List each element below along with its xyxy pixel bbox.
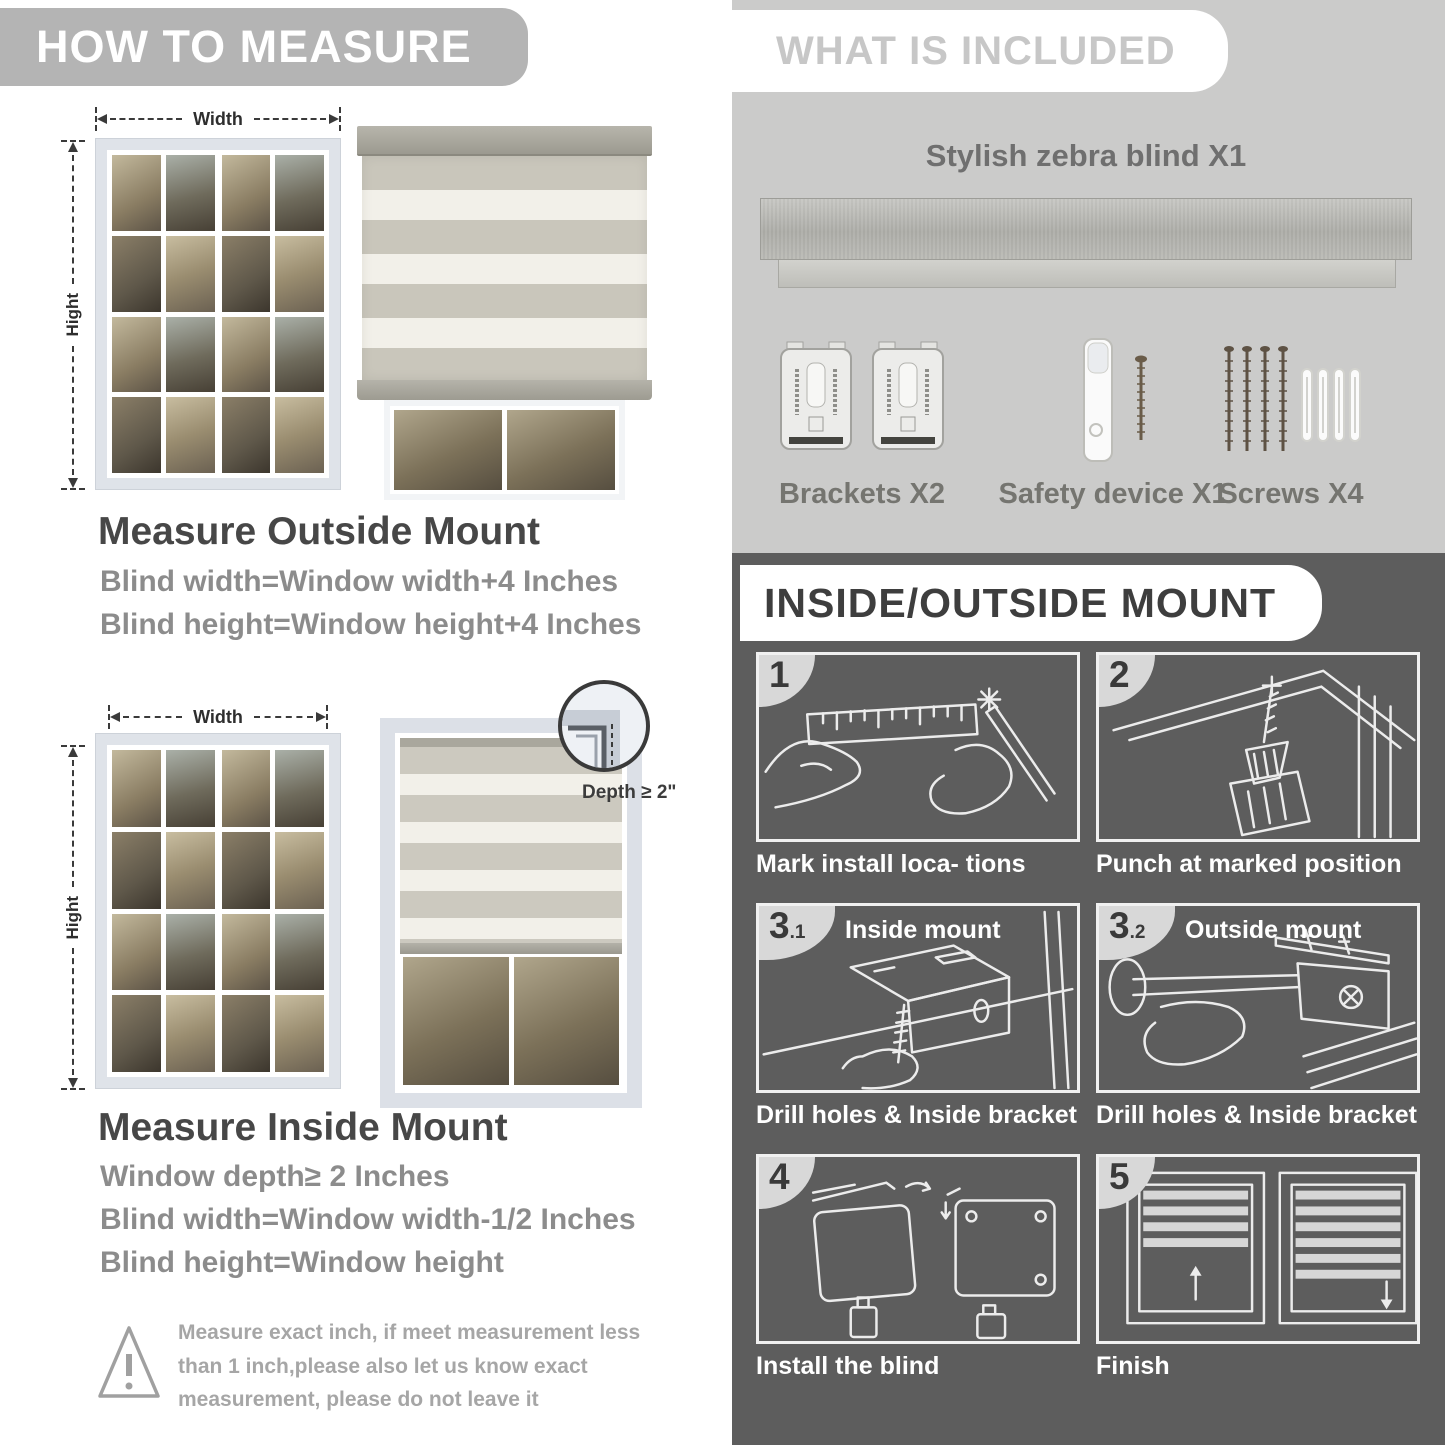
window-pane bbox=[222, 397, 271, 473]
bracket-icon bbox=[777, 340, 855, 460]
safety-device-label: Safety device X1 bbox=[998, 478, 1228, 510]
outside-mount-line: Blind width=Window width+4 Inches bbox=[100, 565, 619, 598]
bracket-icon bbox=[869, 340, 947, 460]
window-photo-inside bbox=[95, 733, 341, 1089]
window-pane bbox=[166, 995, 215, 1072]
window-pane bbox=[166, 914, 215, 991]
window-pane bbox=[222, 914, 271, 991]
dashed-line bbox=[254, 118, 326, 120]
window-pane bbox=[112, 236, 161, 312]
step-number: 3 bbox=[769, 905, 790, 946]
step-1 bbox=[756, 652, 1080, 879]
step-2-illustration bbox=[1096, 652, 1420, 842]
window-corner-detail bbox=[562, 684, 646, 768]
window-pane bbox=[112, 832, 161, 909]
screws-label: Screws X4 bbox=[1218, 478, 1364, 510]
window-sash bbox=[222, 155, 325, 473]
arrowhead-down-icon bbox=[68, 478, 78, 488]
window-pane bbox=[394, 410, 502, 490]
step-5-caption: Finish bbox=[1096, 1352, 1170, 1380]
step-3-2-illustration bbox=[1096, 903, 1420, 1093]
inside-mount-line: Window depth≥ 2 Inches bbox=[100, 1160, 450, 1193]
drill-icon bbox=[1099, 655, 1417, 839]
step-5-illustration bbox=[1096, 1154, 1420, 1344]
dashed-line bbox=[72, 760, 74, 887]
screw-icon bbox=[1133, 354, 1149, 446]
width-arrow bbox=[95, 106, 341, 132]
safety-device-image bbox=[1077, 336, 1149, 464]
inside-mount-line: Blind width=Window width-1/2 Inches bbox=[100, 1203, 636, 1236]
outside-mount-line: Blind height=Window height+4 Inches bbox=[100, 608, 642, 641]
width-arrow bbox=[108, 704, 328, 730]
included-item-brackets bbox=[762, 336, 962, 511]
step-number: 3 bbox=[1109, 905, 1130, 946]
step-3-2-caption: Drill holes & Inside bracket bbox=[1096, 1101, 1417, 1129]
window-pane bbox=[112, 155, 161, 231]
step-2-caption: Punch at marked position bbox=[1096, 850, 1402, 878]
arrowhead-down-icon bbox=[68, 1078, 78, 1088]
measuring-tape-icon bbox=[759, 655, 1077, 839]
step-3-2 bbox=[1096, 903, 1420, 1130]
window-pane bbox=[112, 914, 161, 991]
inside-mount-title: Measure Inside Mount bbox=[98, 1106, 508, 1149]
install-blind-icon bbox=[759, 1157, 1077, 1341]
hight-label: Hight bbox=[63, 895, 82, 940]
what-is-included-header: WHAT IS INCLUDED bbox=[732, 10, 1228, 92]
window-pane bbox=[275, 832, 324, 909]
window-pane bbox=[275, 236, 324, 312]
window-pane bbox=[166, 236, 215, 312]
window-behind-blind bbox=[400, 954, 622, 1088]
window-pane bbox=[166, 832, 215, 909]
width-label: Width bbox=[193, 706, 243, 727]
blind-headrail-photo bbox=[760, 198, 1412, 260]
step-3-1-title: Inside mount bbox=[845, 916, 1001, 944]
outside-mount-title: Measure Outside Mount bbox=[98, 510, 541, 553]
window-pane bbox=[166, 750, 215, 827]
window-pane bbox=[403, 957, 509, 1085]
arrowhead-up-icon bbox=[68, 142, 78, 152]
arrow-end-tick bbox=[61, 1088, 85, 1090]
step-4-illustration bbox=[756, 1154, 1080, 1344]
screws-icon bbox=[1220, 341, 1292, 459]
finished-blinds-icon bbox=[1099, 1157, 1417, 1341]
dashed-line bbox=[123, 716, 182, 718]
window-pane bbox=[222, 155, 271, 231]
step-number: 2 bbox=[1109, 654, 1130, 695]
step-4-caption: Install the blind bbox=[756, 1352, 940, 1380]
window-pane bbox=[222, 832, 271, 909]
zebra-blind-photo-inside bbox=[380, 718, 642, 1108]
arrowhead-left-icon bbox=[110, 712, 120, 722]
step-3-1 bbox=[756, 903, 1080, 1130]
window-pane bbox=[275, 317, 324, 393]
arrowhead-left-icon bbox=[97, 114, 107, 124]
window-pane bbox=[275, 750, 324, 827]
step-1-caption: Mark install loca- tions bbox=[756, 850, 1026, 878]
window-pane bbox=[275, 397, 324, 473]
step-number: 1 bbox=[769, 654, 790, 695]
step-number-sub: .2 bbox=[1129, 922, 1146, 943]
arrow-end-tick bbox=[61, 488, 85, 490]
product-label: Stylish zebra blind X1 bbox=[925, 138, 1247, 173]
window-pane bbox=[222, 750, 271, 827]
window-pane bbox=[222, 317, 271, 393]
dashed-line bbox=[110, 118, 182, 120]
arrow-end-tick bbox=[326, 705, 328, 729]
safety-device-icon bbox=[1077, 336, 1119, 464]
wall-anchors-icon bbox=[1300, 341, 1362, 459]
window-pane bbox=[275, 995, 324, 1072]
dashed-line bbox=[72, 948, 74, 1075]
window-pane bbox=[166, 317, 215, 393]
inside-mount-line: Blind height=Window height bbox=[100, 1246, 504, 1279]
step-3-2-title: Outside mount bbox=[1185, 916, 1362, 944]
window-sashes bbox=[107, 745, 329, 1077]
blind-bottomrail bbox=[400, 943, 622, 954]
blind-bottomrail bbox=[357, 380, 652, 400]
window-pane bbox=[112, 397, 161, 473]
height-arrow bbox=[60, 745, 86, 1090]
brackets-image bbox=[777, 336, 947, 464]
window-sash bbox=[112, 750, 215, 1072]
step-5 bbox=[1096, 1154, 1420, 1381]
window-sash bbox=[222, 750, 325, 1072]
window-sashes bbox=[107, 150, 329, 478]
window-sash bbox=[112, 155, 215, 473]
step-4 bbox=[756, 1154, 1080, 1381]
step-number: 5 bbox=[1109, 1156, 1130, 1197]
included-item-screws bbox=[1196, 336, 1386, 511]
window-pane bbox=[275, 914, 324, 991]
blind-headrail-lip bbox=[778, 260, 1396, 288]
blind-stripes bbox=[400, 747, 622, 943]
screws-image bbox=[1220, 336, 1362, 464]
window-pane bbox=[112, 995, 161, 1072]
window-pane bbox=[514, 957, 620, 1085]
dashed-line bbox=[72, 155, 74, 284]
dashed-line bbox=[254, 716, 313, 718]
height-arrow bbox=[60, 140, 86, 490]
arrow-end-tick bbox=[339, 107, 341, 131]
arrowhead-up-icon bbox=[68, 747, 78, 757]
dashed-line bbox=[72, 346, 74, 475]
step-number-sub: .1 bbox=[789, 922, 806, 943]
inside-outside-mount-header: INSIDE/OUTSIDE MOUNT bbox=[740, 565, 1322, 641]
window-behind-blind bbox=[384, 400, 625, 500]
window-pane bbox=[275, 155, 324, 231]
step-1-illustration bbox=[756, 652, 1080, 842]
step-number: 4 bbox=[769, 1156, 790, 1197]
window-pane bbox=[222, 236, 271, 312]
included-item-safety-device bbox=[998, 336, 1228, 511]
width-label: Width bbox=[193, 108, 243, 129]
blind-stripes bbox=[362, 156, 647, 380]
step-2 bbox=[1096, 652, 1420, 879]
brackets-label: Brackets X2 bbox=[778, 478, 946, 510]
how-to-measure-header: HOW TO MEASURE bbox=[0, 8, 528, 86]
window-pane bbox=[507, 410, 615, 490]
window-photo-outside bbox=[95, 138, 341, 490]
blind-headrail bbox=[357, 126, 652, 156]
window-pane bbox=[166, 155, 215, 231]
hight-label: Hight bbox=[63, 293, 82, 337]
depth-magnifier-icon bbox=[558, 680, 650, 772]
window-pane bbox=[112, 750, 161, 827]
depth-label: Depth ≥ 2" bbox=[582, 782, 677, 803]
step-3-1-illustration bbox=[756, 903, 1080, 1093]
zebra-blind-photo-outside bbox=[362, 126, 647, 500]
window-pane bbox=[222, 995, 271, 1072]
arrowhead-right-icon bbox=[329, 114, 339, 124]
arrowhead-right-icon bbox=[316, 712, 326, 722]
window-pane bbox=[166, 397, 215, 473]
window-pane bbox=[112, 317, 161, 393]
step-3-1-caption: Drill holes & Inside bracket bbox=[756, 1101, 1077, 1129]
warning-text: Measure exact inch, if meet measurement less than 1 inch,please also let us know exact measurement, please do not leave it bbox=[178, 1321, 641, 1412]
warning-triangle-icon bbox=[95, 1320, 163, 1406]
